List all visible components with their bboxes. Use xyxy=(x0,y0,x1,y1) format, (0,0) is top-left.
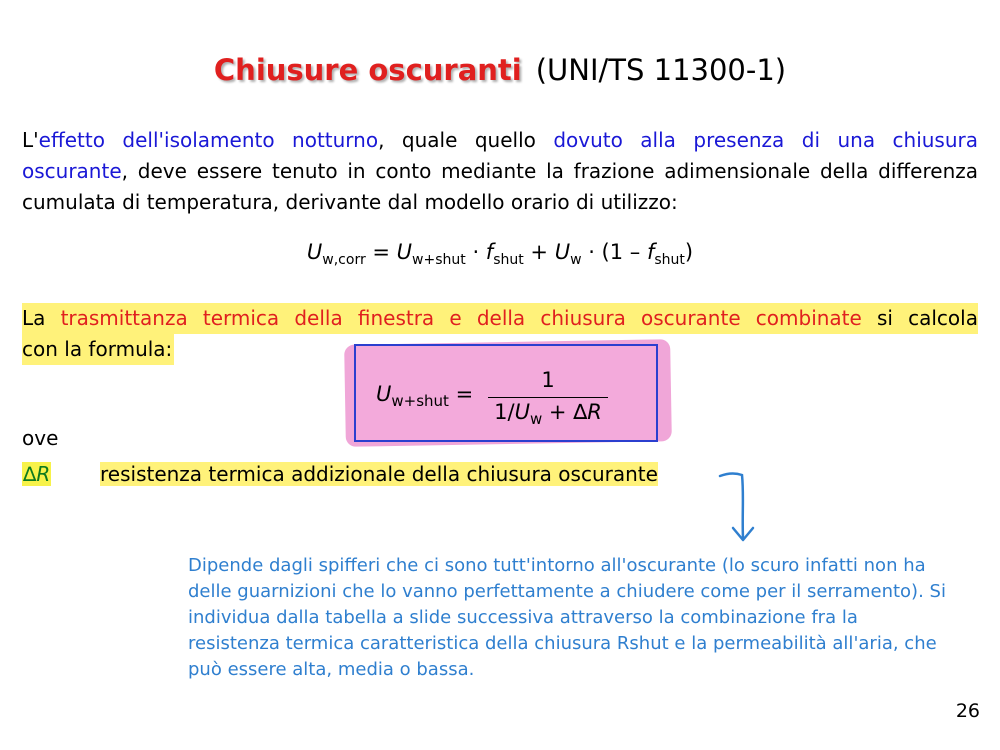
page-number: 26 xyxy=(955,700,980,722)
intro-paragraph xyxy=(22,125,978,218)
intro-highlight-shutter: dovuto alla presenza di una chiusura oscurante xyxy=(22,128,978,183)
combined-highlight: trasmittanza termica della finestra e della chiusura oscurante combinate xyxy=(60,306,862,330)
intro-text-2: , quale quello xyxy=(378,128,554,152)
title-reference: (UNI/TS 11300-1) xyxy=(535,53,787,87)
formula-uw-corr: $U_{w,corr} = U_{w+shut} \cdot f_{shut} + U_w \cdot (1 - f_{shut})$ xyxy=(306,240,694,269)
formula-uw-shut-lhs: $U_{w+shut}$ = xyxy=(376,382,474,411)
annotation-arrow-icon xyxy=(700,460,770,550)
slide-title xyxy=(0,50,1000,90)
ove-label: ove xyxy=(22,426,59,450)
intro-highlight-night-insulation: effetto dell'isolamento notturno xyxy=(38,128,379,152)
fraction-bar xyxy=(488,397,608,398)
combined-line-1: La trasmittanza termica della finestra e della chiusura oscurante combinate si calcola xyxy=(22,303,978,334)
formula-numerator: 1 xyxy=(541,368,555,392)
title-main: Chiusure oscuranti xyxy=(213,53,522,87)
delta-r-description: resistenza termica addizionale della chiusura oscurante xyxy=(100,462,658,486)
intro-text-3: , deve essere tenuto in conto mediante la frazione adimensionale della differenza cumulata di temperatura, derivante dal modello orario di utilizzo: xyxy=(22,159,978,214)
delta-r-symbol: ∆R xyxy=(23,462,51,486)
combined-line-2: con la formula: xyxy=(22,334,174,365)
formula-denominator: $1/U_w + \Delta R$ xyxy=(494,400,602,429)
annotation-note: Dipende dagli spifferi che ci sono tutt'intorno all'oscurante (lo scuro infatti non ha delle guarnizioni che lo vanno perfettamente a chiudere come per il serramento). Si individua dalla tabella a slide successiva attraverso la combinazione fra la resistenza termica caratteristica della chiusura Rshut e la permeabilità all'aria, che può essere alta, media o bassa. xyxy=(188,555,946,680)
intro-text-1: L' xyxy=(22,128,39,152)
